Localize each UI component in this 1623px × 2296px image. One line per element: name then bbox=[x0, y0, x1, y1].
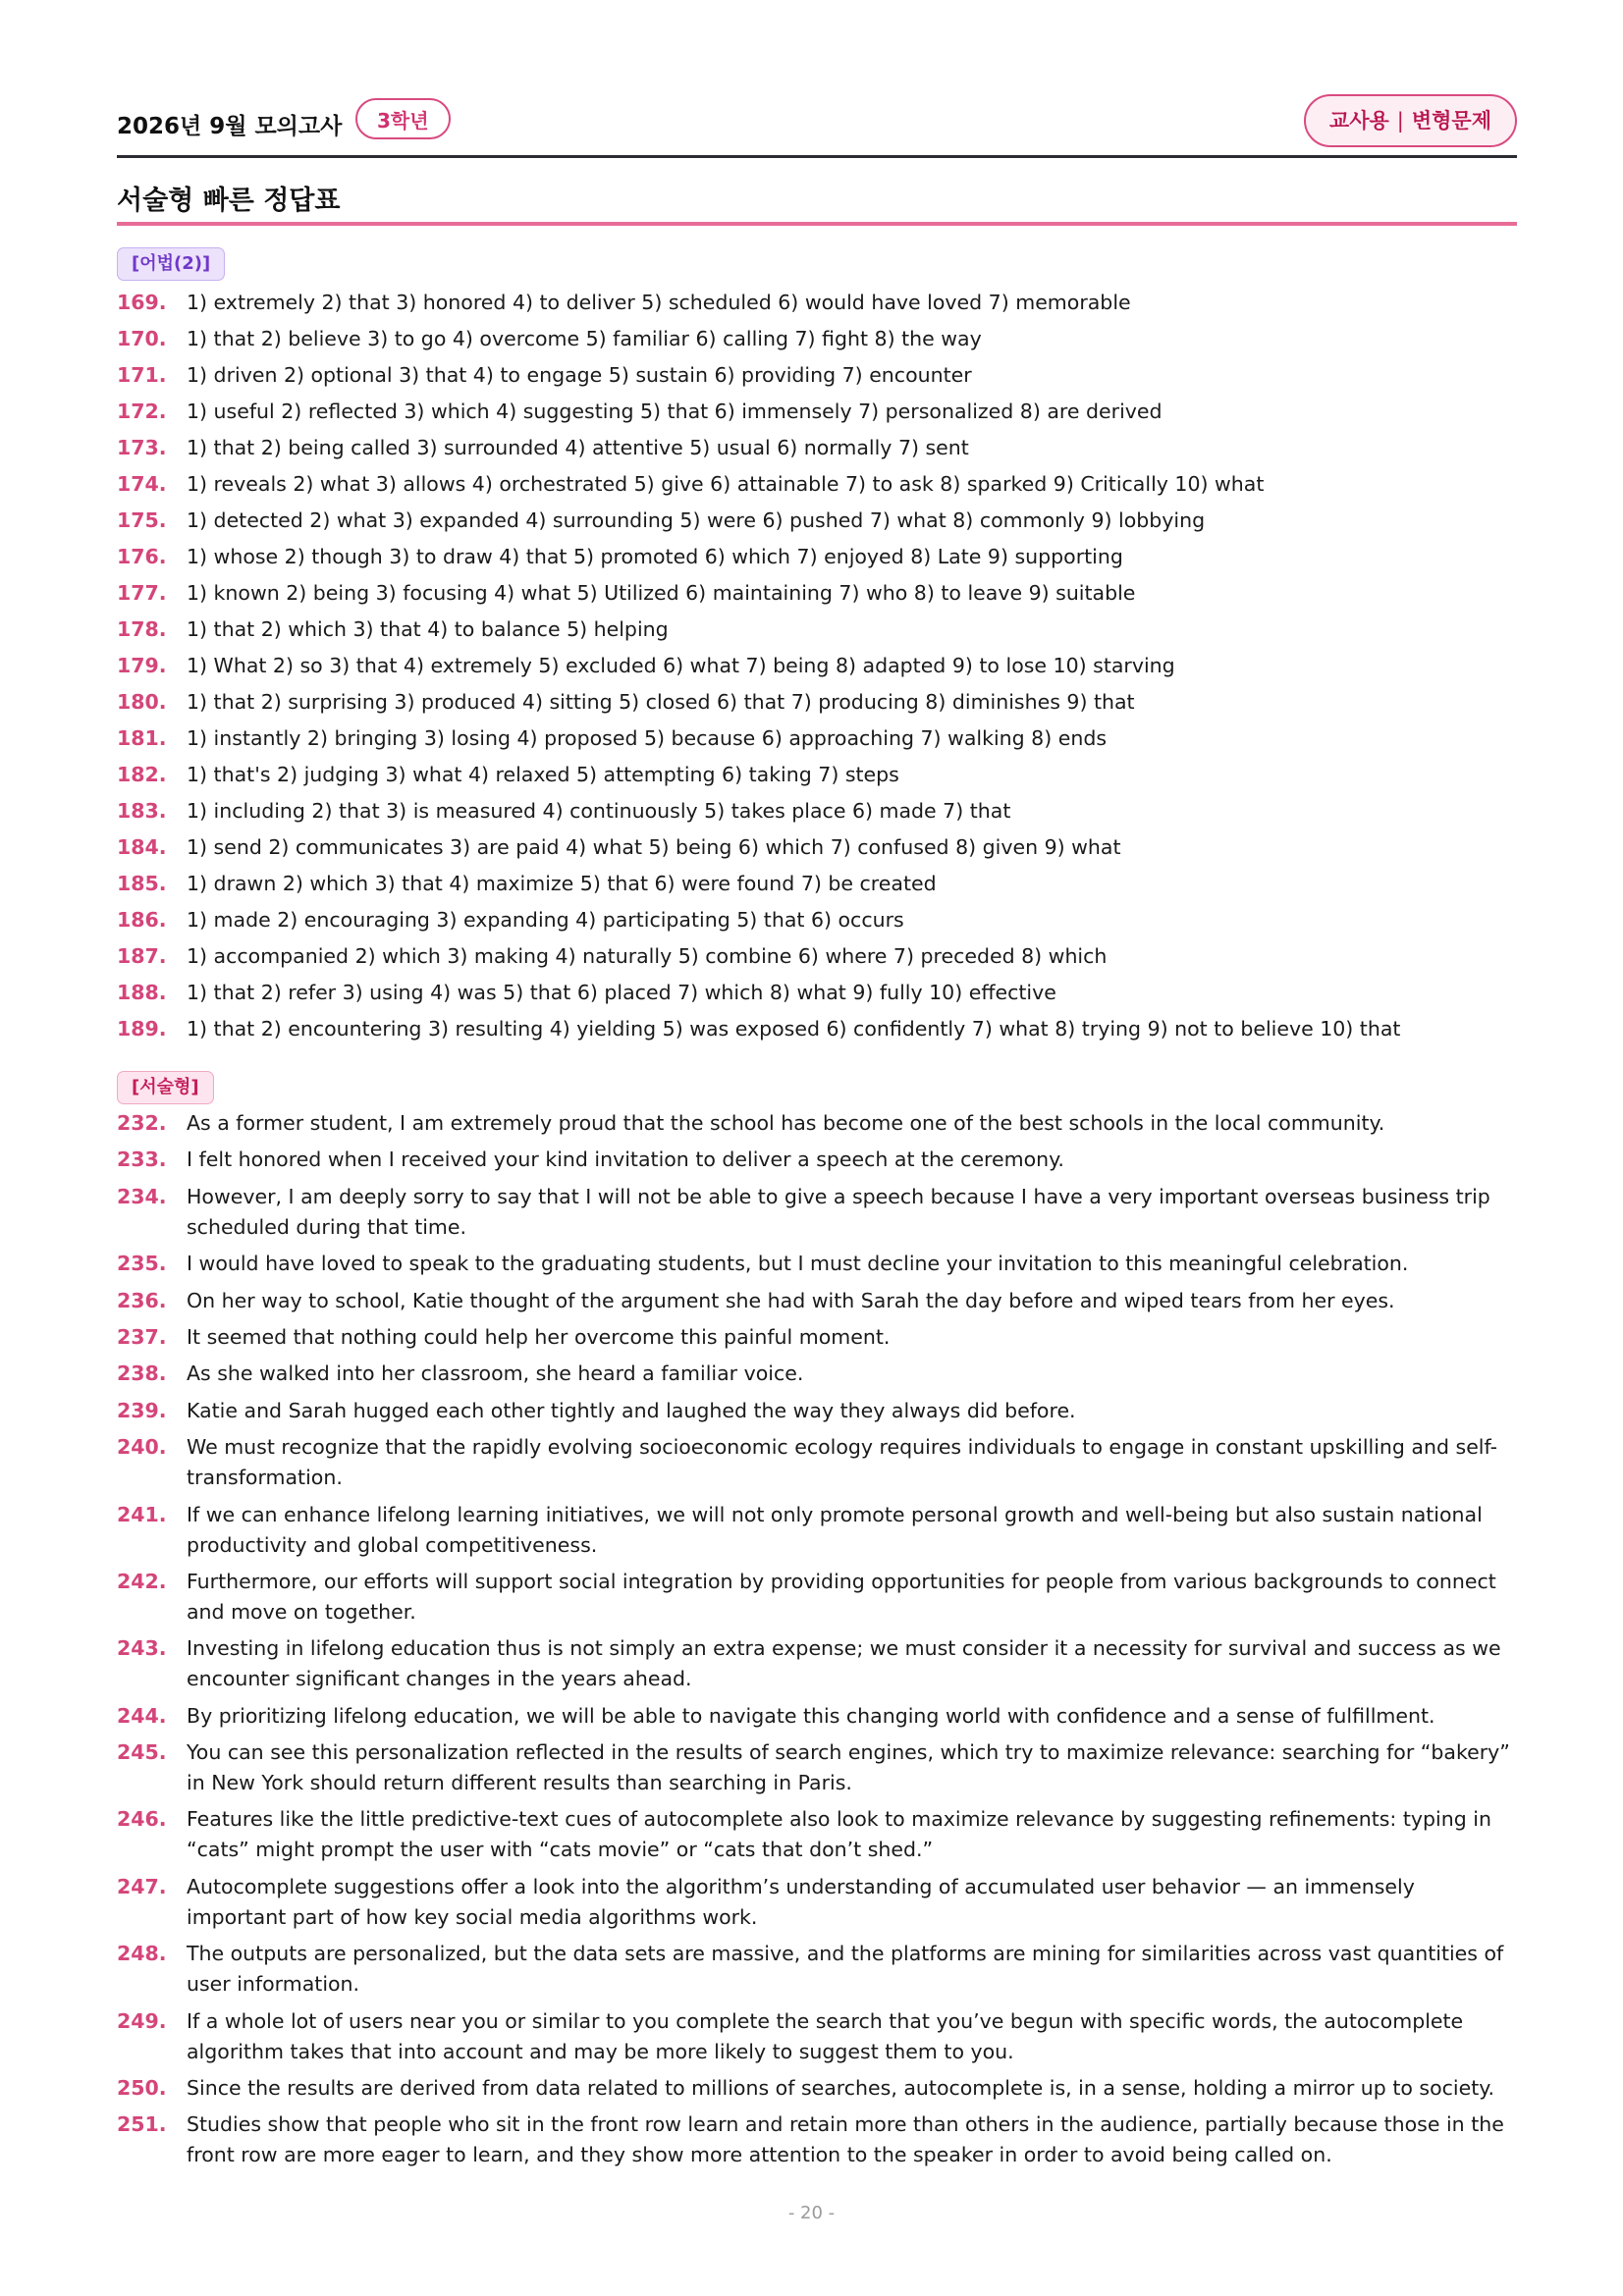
question-number: 242. bbox=[117, 1569, 167, 1593]
answer-row bbox=[117, 1145, 1517, 1175]
answer-row bbox=[117, 1737, 1517, 1798]
page-number: - 20 - bbox=[787, 2203, 836, 2223]
question-number: 179. bbox=[117, 654, 167, 677]
answer-text: The outputs are personalized, but the data sets are massive, and the platforms are mining for similarities across vast quantities of user information. bbox=[187, 1942, 1504, 1997]
answer-text: 1) including 2) that 3) is measured 4) continuously 5) takes place 6) made 7) that bbox=[187, 799, 1011, 823]
answer-row bbox=[117, 2073, 1517, 2104]
question-number: 185. bbox=[117, 872, 167, 895]
edition-teacher-label: 교사용 bbox=[1328, 109, 1389, 133]
question-number: 188. bbox=[117, 981, 167, 1004]
answer-text: 1) accompanied 2) which 3) making 4) naturally 5) combine 6) where 7) preceded 8) which bbox=[187, 944, 1108, 968]
answer-text: 1) that 2) which 3) that 4) to balance 5) helping bbox=[187, 617, 669, 641]
question-number: 184. bbox=[117, 835, 167, 859]
question-number: 169. bbox=[117, 291, 167, 314]
answer-row bbox=[117, 648, 1517, 684]
answer-text: 1) What 2) so 3) that 4) extremely 5) excluded 6) what 7) being 8) adapted 9) to lose 10) starving bbox=[187, 654, 1175, 677]
question-number: 247. bbox=[117, 1874, 167, 1898]
answer-row bbox=[117, 1872, 1517, 1933]
answer-text: Investing in lifelong education thus is not simply an extra expense; we must consider it a necessity for survival and success as we encounter significant changes in the years ahead. bbox=[187, 1636, 1501, 1691]
answer-row bbox=[117, 285, 1517, 321]
edition-badge bbox=[1304, 94, 1517, 147]
answer-row bbox=[117, 721, 1517, 757]
answer-text: 1) that 2) believe 3) to go 4) overcome 5) familiar 6) calling 7) fight 8) the way bbox=[187, 327, 982, 350]
answer-text: 1) reveals 2) what 3) allows 4) orchestrated 5) give 6) attainable 7) to ask 8) sparked 9) Critically 10) what bbox=[187, 472, 1265, 496]
question-number: 249. bbox=[117, 2008, 167, 2033]
question-number: 250. bbox=[117, 2076, 167, 2101]
question-number: 176. bbox=[117, 545, 167, 568]
answer-row bbox=[117, 684, 1517, 721]
question-number: 180. bbox=[117, 690, 167, 714]
answer-row bbox=[117, 902, 1517, 938]
question-number: 175. bbox=[117, 508, 167, 532]
answer-row bbox=[117, 539, 1517, 575]
page bbox=[117, 94, 1517, 2177]
answer-row bbox=[117, 466, 1517, 503]
answer-text: However, I am deeply sorry to say that I will not be able to give a speech because I have a very important overseas business trip scheduled during that time. bbox=[187, 1184, 1490, 1239]
answer-row bbox=[117, 1108, 1517, 1139]
question-number: 237. bbox=[117, 1324, 167, 1349]
answer-row bbox=[117, 1396, 1517, 1426]
answer-text: Furthermore, our efforts will support social integration by providing opportunities for people from various backgrounds to connect and move on together. bbox=[187, 1569, 1496, 1624]
answer-row bbox=[117, 612, 1517, 648]
question-number: 173. bbox=[117, 436, 167, 459]
answer-text: 1) driven 2) optional 3) that 4) to engage 5) sustain 6) providing 7) encounter bbox=[187, 363, 972, 387]
question-number: 172. bbox=[117, 400, 167, 423]
answer-row bbox=[117, 1432, 1517, 1493]
question-number: 239. bbox=[117, 1398, 167, 1422]
answer-text: As she walked into her classroom, she heard a familiar voice. bbox=[187, 1362, 804, 1386]
question-number: 177. bbox=[117, 581, 167, 605]
answer-row bbox=[117, 1249, 1517, 1279]
answer-row bbox=[117, 1322, 1517, 1353]
answer-text: Studies show that people who sit in the front row learn and retain more than others in the audience, partially because those in the front row are more eager to learn, and they show more attention to the speaker in order to avoid being called on. bbox=[187, 2112, 1504, 2167]
answer-row bbox=[117, 430, 1517, 466]
answer-row bbox=[117, 503, 1517, 539]
answer-row bbox=[117, 1567, 1517, 1628]
question-number: 178. bbox=[117, 617, 167, 641]
answer-text: I felt honored when I received your kind invitation to deliver a speech at the ceremony. bbox=[187, 1148, 1064, 1172]
question-number: 235. bbox=[117, 1252, 167, 1276]
question-number: 241. bbox=[117, 1502, 167, 1526]
grade-badge: 3학년 bbox=[355, 98, 451, 139]
answer-row bbox=[117, 866, 1517, 902]
answer-row bbox=[117, 1359, 1517, 1389]
exam-title: 2026년 9월 모의고사 bbox=[117, 114, 343, 139]
question-number: 245. bbox=[117, 1740, 167, 1765]
answer-row bbox=[117, 394, 1517, 430]
answer-row bbox=[117, 793, 1517, 829]
descriptive-tag: [서술형] bbox=[117, 1071, 214, 1104]
answer-row bbox=[117, 975, 1517, 1011]
grammar-answer-list bbox=[117, 285, 1517, 1047]
answer-row bbox=[117, 575, 1517, 612]
answer-row bbox=[117, 1804, 1517, 1865]
question-number: 240. bbox=[117, 1435, 167, 1460]
answer-text: We must recognize that the rapidly evolving socioeconomic ecology requires individuals to engage in constant upskilling and self-transformation. bbox=[187, 1435, 1497, 1490]
answer-row bbox=[117, 829, 1517, 866]
answer-text: 1) send 2) communicates 3) are paid 4) what 5) being 6) which 7) confused 8) given 9) what bbox=[187, 835, 1121, 859]
header-divider bbox=[117, 155, 1517, 158]
question-number: 189. bbox=[117, 1017, 167, 1041]
answer-text: On her way to school, Katie thought of the argument she had with Sarah the day before and wiped tears from her eyes. bbox=[187, 1288, 1395, 1312]
answer-text: Since the results are derived from data related to millions of searches, autocomplete is, in a sense, holding a mirror up to society. bbox=[187, 2076, 1494, 2101]
answer-text: 1) that's 2) judging 3) what 4) relaxed 5) attempting 6) taking 7) steps bbox=[187, 763, 899, 786]
answer-text: I would have loved to speak to the graduating students, but I must decline your invitation to this meaningful celebration. bbox=[187, 1252, 1409, 1276]
answer-text: You can see this personalization reflected in the results of search engines, which try to maximize relevance: searching for “bakery” in New York should return different results than searching in Paris. bbox=[187, 1740, 1510, 1795]
answer-text: 1) instantly 2) bringing 3) losing 4) proposed 5) because 6) approaching 7) walking 8) ends bbox=[187, 726, 1108, 750]
question-number: 174. bbox=[117, 472, 167, 496]
answer-row bbox=[117, 357, 1517, 394]
answer-text: 1) made 2) encouraging 3) expanding 4) participating 5) that 6) occurs bbox=[187, 908, 904, 932]
answer-row bbox=[117, 2006, 1517, 2067]
answer-text: If a whole lot of users near you or similar to you complete the search that you’ve begun with specific words, the autocomplete algorithm takes that into account and may be more likely to suggest them to you. bbox=[187, 2008, 1464, 2063]
question-number: 187. bbox=[117, 944, 167, 968]
answer-text: It seemed that nothing could help her overcome this painful moment. bbox=[187, 1324, 891, 1349]
question-number: 182. bbox=[117, 763, 167, 786]
answer-text: If we can enhance lifelong learning initiatives, we will not only promote personal growth and well-being but also sustain national productivity and global competitiveness. bbox=[187, 1502, 1483, 1557]
answer-text: Autocomplete suggestions offer a look into the algorithm’s understanding of accumulated user behavior — an immensely important part of how key social media algorithms work. bbox=[187, 1874, 1415, 1929]
answer-text: 1) that 2) surprising 3) produced 4) sitting 5) closed 6) that 7) producing 8) diminishes 9) that bbox=[187, 690, 1135, 714]
answer-row bbox=[117, 1633, 1517, 1694]
question-number: 243. bbox=[117, 1636, 167, 1661]
question-number: 233. bbox=[117, 1148, 167, 1172]
answer-row bbox=[117, 1701, 1517, 1732]
answer-text: 1) that 2) encountering 3) resulting 4) yielding 5) was exposed 6) confidently 7) what 8) trying 9) not to believe 10) that bbox=[187, 1017, 1401, 1041]
answer-text: 1) useful 2) reflected 3) which 4) suggesting 5) that 6) immensely 7) personalized 8) are derived bbox=[187, 400, 1163, 423]
answer-row bbox=[117, 1182, 1517, 1243]
section-title: 서술형 빠른 정답표 bbox=[117, 186, 341, 216]
answer-text: 1) that 2) being called 3) surrounded 4) attentive 5) usual 6) normally 7) sent bbox=[187, 436, 969, 459]
answer-row bbox=[117, 1011, 1517, 1047]
question-number: 183. bbox=[117, 799, 167, 823]
answer-text: 1) that 2) refer 3) using 4) was 5) that 6) placed 7) which 8) what 9) fully 10) effective bbox=[187, 981, 1056, 1004]
question-number: 246. bbox=[117, 1807, 167, 1832]
answer-text: 1) extremely 2) that 3) honored 4) to deliver 5) scheduled 6) would have loved 7) memorable bbox=[187, 291, 1131, 314]
answer-row bbox=[117, 321, 1517, 357]
question-number: 248. bbox=[117, 1942, 167, 1966]
grammar-tag: [어법(2)] bbox=[117, 247, 225, 281]
question-number: 186. bbox=[117, 908, 167, 932]
answer-text: Katie and Sarah hugged each other tightly and laughed the way they always did before. bbox=[187, 1398, 1076, 1422]
question-number: 238. bbox=[117, 1362, 167, 1386]
edition-variant-label: 변형문제 bbox=[1411, 109, 1491, 133]
question-number: 244. bbox=[117, 1703, 167, 1728]
question-number: 170. bbox=[117, 327, 167, 350]
answer-row bbox=[117, 938, 1517, 975]
section-divider bbox=[117, 222, 1517, 226]
answer-row bbox=[117, 1500, 1517, 1561]
answer-row bbox=[117, 1939, 1517, 2000]
page-header bbox=[117, 94, 1517, 159]
question-number: 171. bbox=[117, 363, 167, 387]
answer-row bbox=[117, 2109, 1517, 2170]
answer-text: 1) whose 2) though 3) to draw 4) that 5) promoted 6) which 7) enjoyed 8) Late 9) supporting bbox=[187, 545, 1123, 568]
answer-text: By prioritizing lifelong education, we will be able to navigate this changing world with confidence and a sense of fulfillment. bbox=[187, 1703, 1435, 1728]
answer-text: 1) known 2) being 3) focusing 4) what 5) Utilized 6) maintaining 7) who 8) to leave 9) suitable bbox=[187, 581, 1136, 605]
question-number: 234. bbox=[117, 1184, 167, 1208]
answer-text: 1) drawn 2) which 3) that 4) maximize 5) that 6) were found 7) be created bbox=[187, 872, 937, 895]
answer-row bbox=[117, 1286, 1517, 1316]
edition-separator: | bbox=[1396, 109, 1404, 133]
question-number: 232. bbox=[117, 1111, 167, 1135]
descriptive-answer-list bbox=[117, 1108, 1517, 2170]
question-number: 181. bbox=[117, 726, 167, 750]
question-number: 236. bbox=[117, 1288, 167, 1312]
answer-text: Features like the little predictive-text cues of autocomplete also look to maximize relevance by suggesting refinements: typing in “cats” might prompt the user with “cats movie” or “cats that don’t shed.” bbox=[187, 1807, 1491, 1862]
question-number: 251. bbox=[117, 2112, 167, 2137]
answer-text: 1) detected 2) what 3) expanded 4) surrounding 5) were 6) pushed 7) what 8) commonly 9) lobbying bbox=[187, 508, 1206, 532]
answer-text: As a former student, I am extremely proud that the school has become one of the best schools in the local community. bbox=[187, 1111, 1385, 1135]
answer-row bbox=[117, 757, 1517, 793]
